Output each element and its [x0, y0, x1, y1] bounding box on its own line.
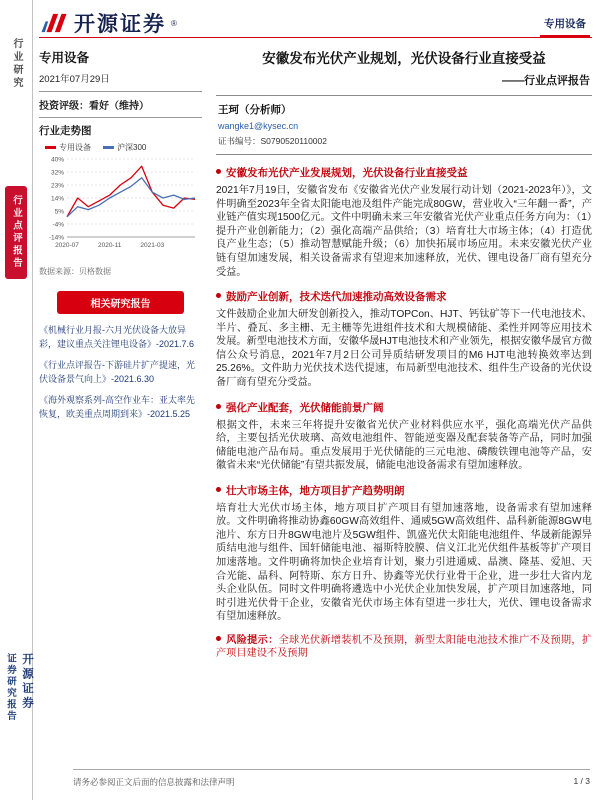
legend-item-hs300: 沪深300 [103, 142, 146, 153]
risk-body [216, 634, 592, 661]
industry-name: 专用设备 [39, 51, 90, 65]
risk-label: 风险提示： [226, 634, 279, 646]
chart-legend [45, 142, 202, 153]
risk-text: 全球光伏新增装机不及预期，新型太阳能电池技术推广不及预期，扩产项目建设不及预期 [216, 634, 593, 660]
section-1 [216, 165, 592, 279]
sidebar-brand-label: 开源证券 [21, 653, 33, 711]
brand-logo-icon [39, 10, 69, 36]
analyst-block [216, 95, 592, 155]
legend-marker-blue [103, 146, 114, 149]
related-report-item: 《海外观察系列-高空作业车：亚太率先恢复，欧美重点周期到来》-2021.5.25 [39, 395, 195, 419]
section-4 [216, 483, 592, 624]
section-3-heading: 强化产业配套，光伏储能前景广阔 [216, 400, 592, 415]
section-2-body: 文件鼓励企业加大研发创新投入，推动TOPCon、HJT、钙钛矿等下一代电池技术、半片、叠瓦、多主栅、无主栅等先进组件技术和大规模储能、柔性并网等应用技术发展。新型电池技术方面，安徽华晟HJT电池技术和产业领先，根据安徽华晟官方微信公众号消息，2021年7月2日公司异质结研发项目的M6 HJT电池转换效率达到25.26%。文件助力光伏技术迭代提速，布局新型电池技术、组件生产设备的光伏设备厂商有望充分受益。 [216, 309, 592, 388]
masthead [39, 8, 592, 38]
analyst-cert-number: 证书编号：S0790520110002 [218, 136, 327, 147]
report-date: 2021年07月29日 [39, 74, 110, 85]
header-industry-tag: 专用设备 [540, 16, 590, 38]
related-report-item: 《行业点评报告-下游硅片扩产提速，光伏设备景气向上》-2021.6.30 [39, 360, 195, 384]
divider [39, 117, 202, 118]
section-bullet-icon [216, 487, 221, 492]
section-1-heading: 安徽发布光伏产业发展规划，光伏设备行业直接受益 [216, 165, 592, 180]
content-columns [39, 48, 592, 661]
svg-text:40%: 40% [50, 156, 64, 164]
related-report-item: 《机械行业月报-六月光伏设备大放异彩，建议重点关注锂电设备》-2021.7.6 [39, 325, 195, 349]
svg-text:2020-07: 2020-07 [55, 242, 79, 249]
report-subtitle: ——行业点评报告 [502, 75, 590, 88]
sidebar [0, 0, 33, 800]
svg-text:-14%: -14% [48, 234, 64, 242]
svg-text:23%: 23% [50, 182, 64, 190]
brand-logo [39, 8, 177, 38]
footer-disclaimer: 请务必参阅正文后面的信息披露和法律声明 [73, 777, 235, 787]
rating-value: 看好（维持） [89, 101, 149, 112]
report-title: 安徽发布光伏产业规划，光伏设备行业直接受益 [262, 51, 546, 66]
investment-rating [39, 97, 202, 112]
section-bullet-icon [216, 636, 221, 641]
section-4-body: 培育壮大光伏市场主体，地方项目扩产项目有望加速落地，设备需求有望加速释放。文件明确将推动协鑫60GW高效组件、通威5GW高效组件、晶科新能源8GW电池片、东方日升8GW电池片及5GW组件、凯盛光伏太阳能电池组件、华晟新能源异质结电池与组件、国轩储能电池、福斯特胶膜、信义江北光伏组件基板等扩产项目加速落地。文件明确将加快企业培育计划，聚力引进通威、晶澳、隆基、爱旭、天合光能、晶科、阿特斯、东方日升、协鑫等光伏行业骨干企业，进一步壮大省内龙头企业队伍。同时文件明确将遴选中小光伏企业加快发展，扩产项目加速落地，同时引进光伏骨干企业，安徽省光伏市场主体有望进一步壮大，光伏、锂电设备需求有望加速释放。 [216, 502, 592, 623]
svg-text:2020-11: 2020-11 [97, 242, 122, 249]
sidebar-research-report-label: 证券研究报告 [5, 653, 16, 722]
section-1-body: 2021年7月19日，安徽省发布《安徽省光伏产业发展行动计划（2021-2023年）》，文件明确至2023年全省太阳能电池及组件产能完成80GW，营业收入“三年翻一番”，产业链产值实现1500亿元。文件中明确未来三年安徽省光伏产业重点任务方向为：（1）提升产业创新能力；（2）强化高端产品供给；（3）培育壮大市场主体；（4）打造优良产业生态；（5）推动智慧赋能升级；（6）加快拓展市场应用。未来安徽光伏产业链有望加速发展，相关设备需求有望迎来加速释放，光伏、锂电设备厂商有望充分受益。 [216, 185, 592, 278]
divider [39, 91, 202, 92]
main-area [33, 0, 600, 800]
sidebar-brand-block [3, 653, 35, 722]
section-2 [216, 289, 592, 389]
header-industry-tag-wrap [540, 14, 590, 38]
legend-marker-red [45, 146, 56, 149]
svg-text:5%: 5% [54, 208, 64, 216]
trend-chart-title: 行业走势图 [39, 125, 92, 137]
section-2-heading: 鼓励产业创新，技术迭代加速推动高效设备需求 [216, 289, 592, 304]
page-footer [73, 769, 590, 788]
svg-text:2021-03: 2021-03 [140, 242, 165, 249]
svg-text:-4%: -4% [52, 221, 64, 229]
svg-text:32%: 32% [50, 169, 64, 177]
svg-text:14%: 14% [50, 195, 64, 203]
brand-name: 开源证券 [74, 13, 166, 36]
sidebar-industry-research-label: 行业研究 [11, 38, 22, 90]
section-bullet-icon [216, 404, 221, 409]
legend-item-special-equipment: 专用设备 [45, 142, 91, 153]
risk-section [216, 634, 592, 661]
analyst-name: 王珂（分析师） [218, 104, 292, 117]
section-bullet-icon [216, 169, 221, 174]
analyst-email: wangke1@kysec.cn [218, 121, 299, 132]
related-reports-header: 相关研究报告 [57, 291, 184, 314]
rating-label: 投资评级： [39, 101, 89, 112]
trend-line-chart [39, 155, 202, 262]
page-number: 1 / 3 [573, 776, 590, 786]
chart-source-note: 数据来源：贝格数据 [39, 267, 111, 276]
right-column [216, 48, 592, 661]
left-column [39, 48, 202, 661]
sidebar-report-type-badge: 行业点评报告 [5, 186, 27, 279]
section-bullet-icon [216, 293, 221, 298]
section-3 [216, 400, 592, 473]
section-3-body: 根据文件，未来三年将提升安徽省光伏产业材料供应水平，强化高端光伏产品供给，主要包括光伏玻璃、高效电池组件、智能逆变器及配套装备等产品，同时加强储能电池产品布局。重点发展用于光伏储能的三元电池、磷酸铁锂电池等产品，安徽省未来“光伏储能”有望共振发展，储能电池设备需求有望加速释放。 [216, 419, 592, 472]
section-4-heading: 壮大市场主体，地方项目扩产趋势明朗 [216, 483, 592, 498]
registered-mark: ® [171, 18, 177, 28]
